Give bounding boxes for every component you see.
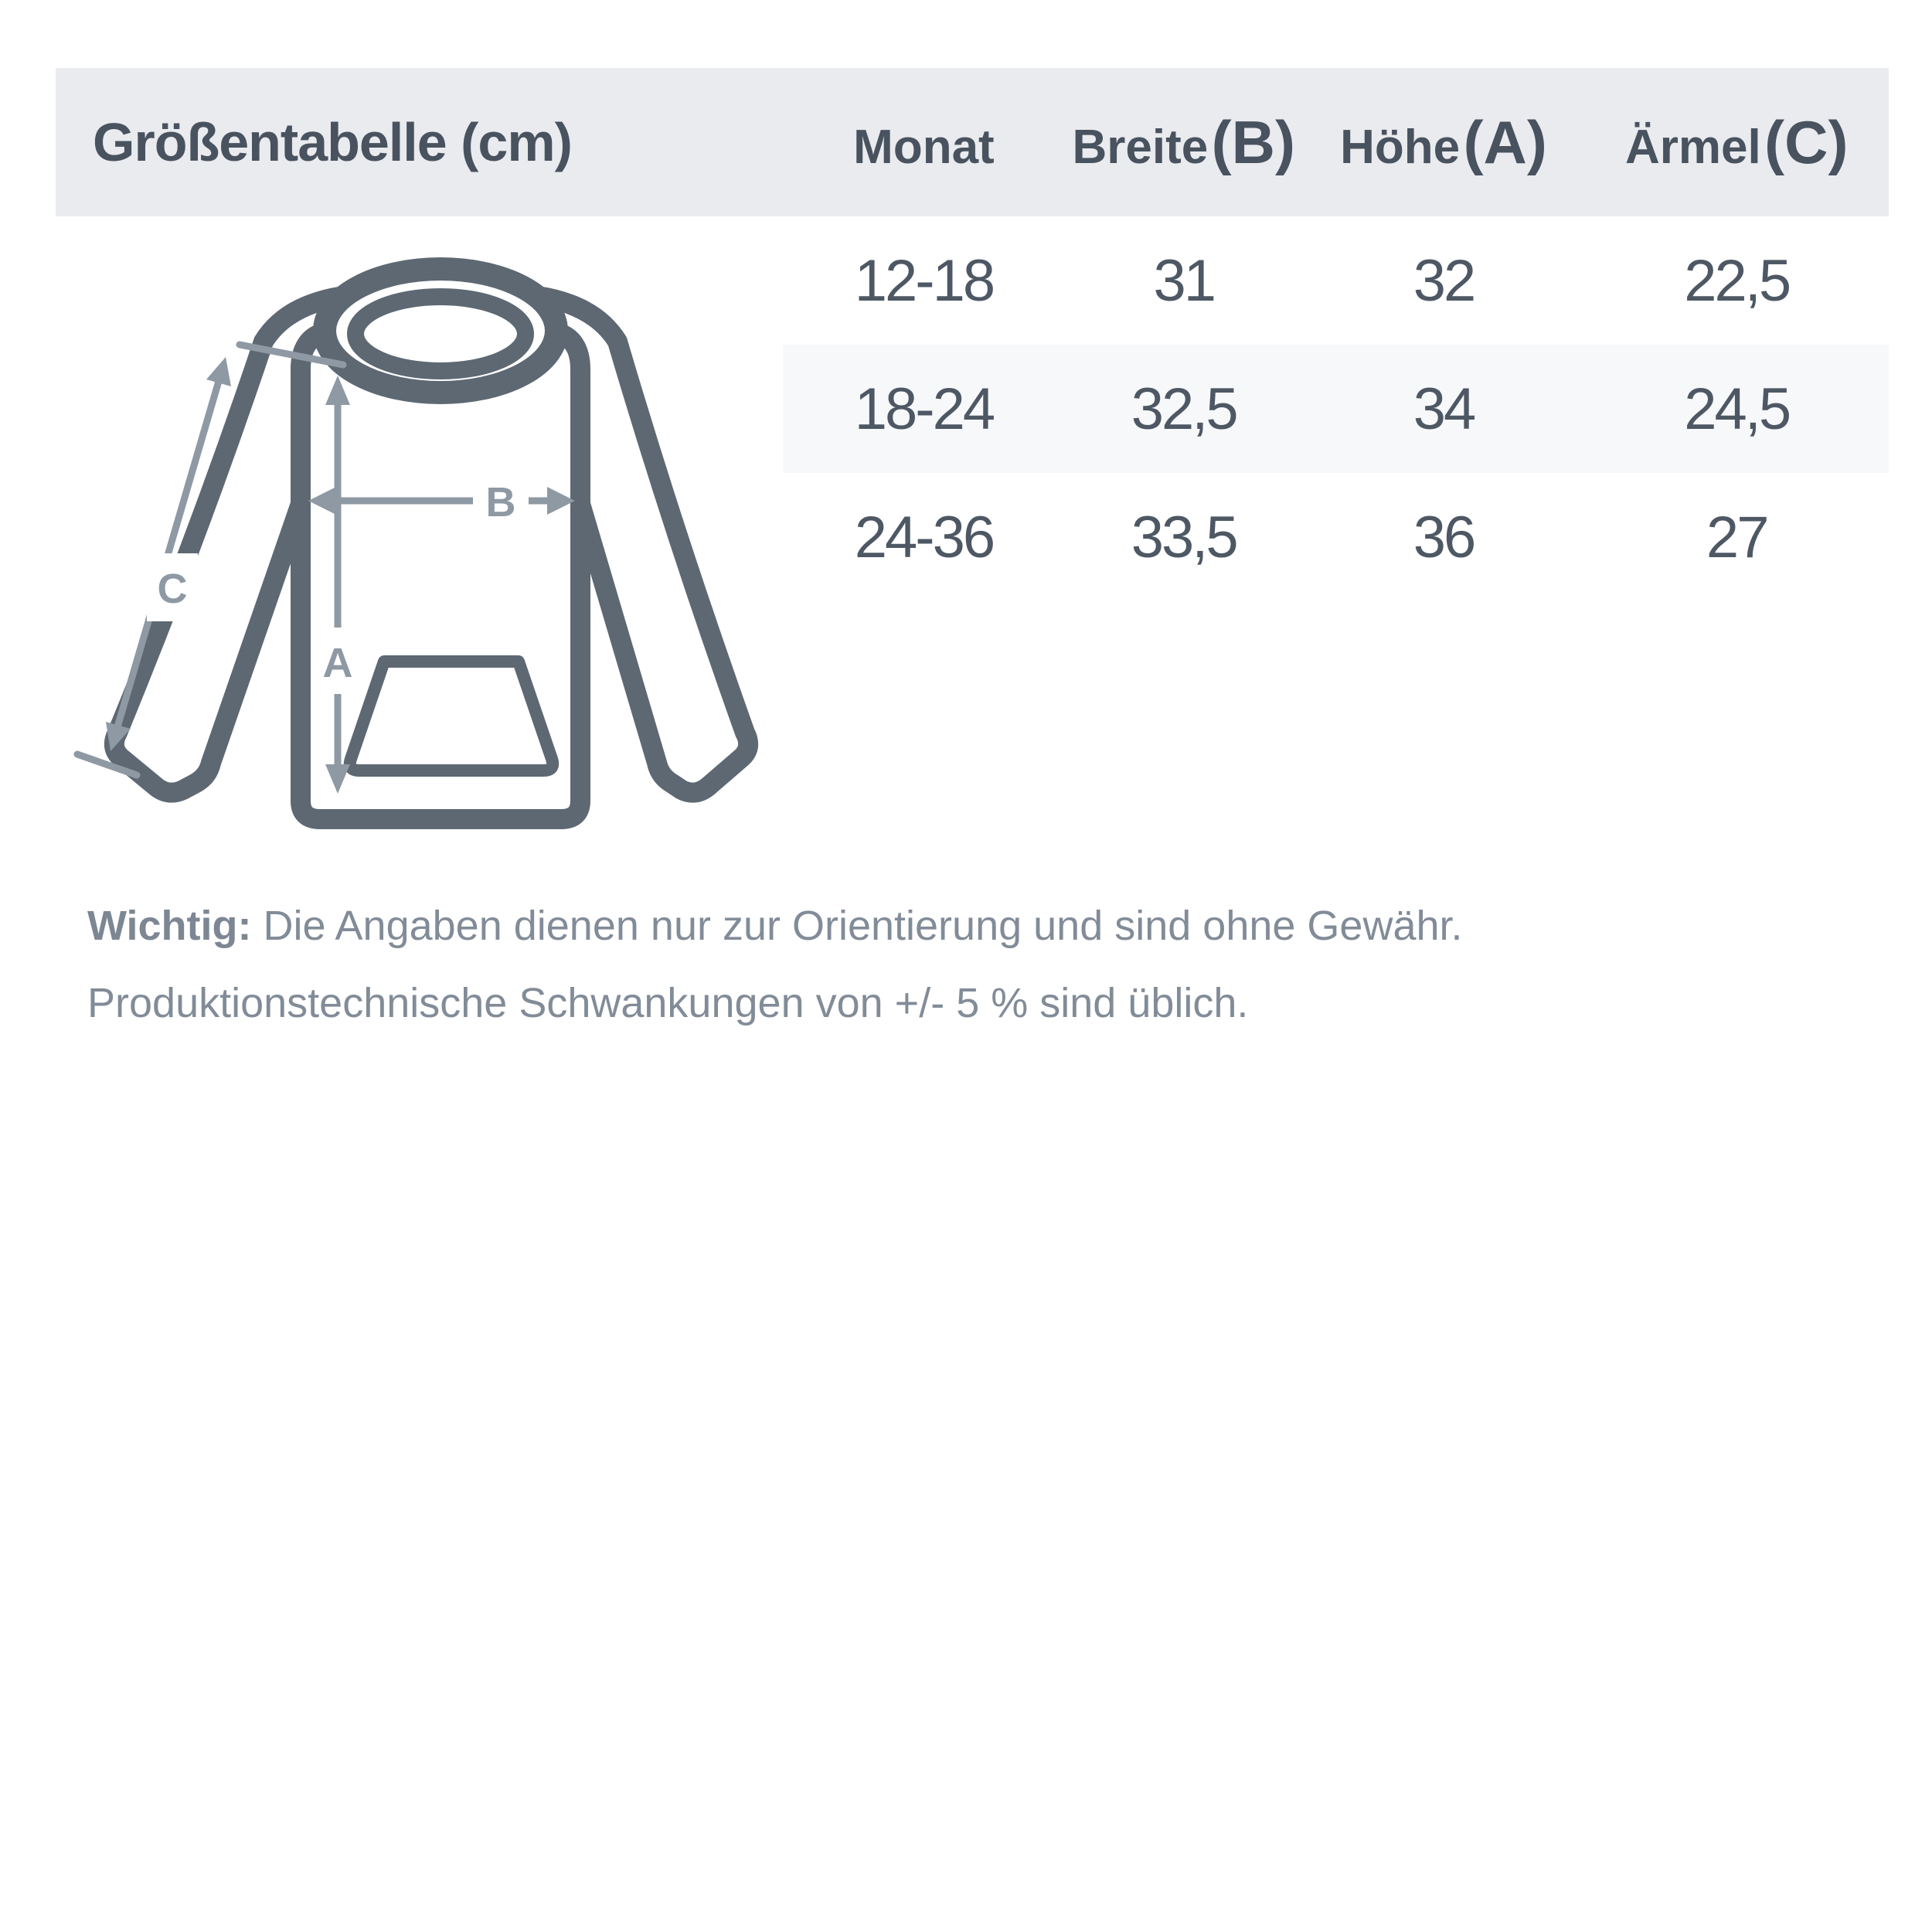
column-header-aermel: Ärmel (C): [1624, 107, 1849, 176]
table-header-band: [56, 68, 1889, 216]
column-headers: [783, 107, 1889, 178]
hoodie-right-sleeve-outline: [537, 296, 748, 793]
arrowhead-b-left: [308, 487, 336, 515]
table-row: 12-18 31 32 22,5: [854, 247, 1790, 314]
disclaimer-line2: Produktionstechnische Schwankungen von +/- 5 % sind üblich.: [87, 980, 1249, 1026]
measure-label-a: A: [322, 640, 353, 686]
column-header-breite: Breite (B): [1072, 107, 1295, 176]
arrowhead-c-up: [206, 357, 231, 386]
table-row: 24-36 33,5 36 27: [854, 504, 1767, 570]
page-title: Größentabelle (cm): [93, 112, 572, 172]
measure-label-c: C: [157, 566, 188, 612]
disclaimer-lead: Wichtig:: [87, 903, 252, 949]
measure-label-b: B: [485, 479, 516, 526]
disclaimer-note: [87, 887, 1888, 1042]
hoodie-pocket-outline: [350, 662, 553, 770]
hood-inner-ring: [355, 297, 526, 371]
table-row: 18-24 32,5 34 24,5: [783, 345, 1889, 473]
hoodie-torso-outline: [301, 332, 580, 819]
size-table-rows: [783, 216, 1889, 601]
disclaimer-line1: Die Angaben dienen nur zur Orientierung und sind ohne Gewähr.: [263, 903, 1463, 949]
column-header-monat: Monat: [853, 120, 995, 174]
column-header-hoehe: Höhe (A): [1340, 107, 1547, 176]
arrowhead-a-down: [325, 764, 350, 794]
hoodie-measurement-diagram: [58, 255, 769, 873]
